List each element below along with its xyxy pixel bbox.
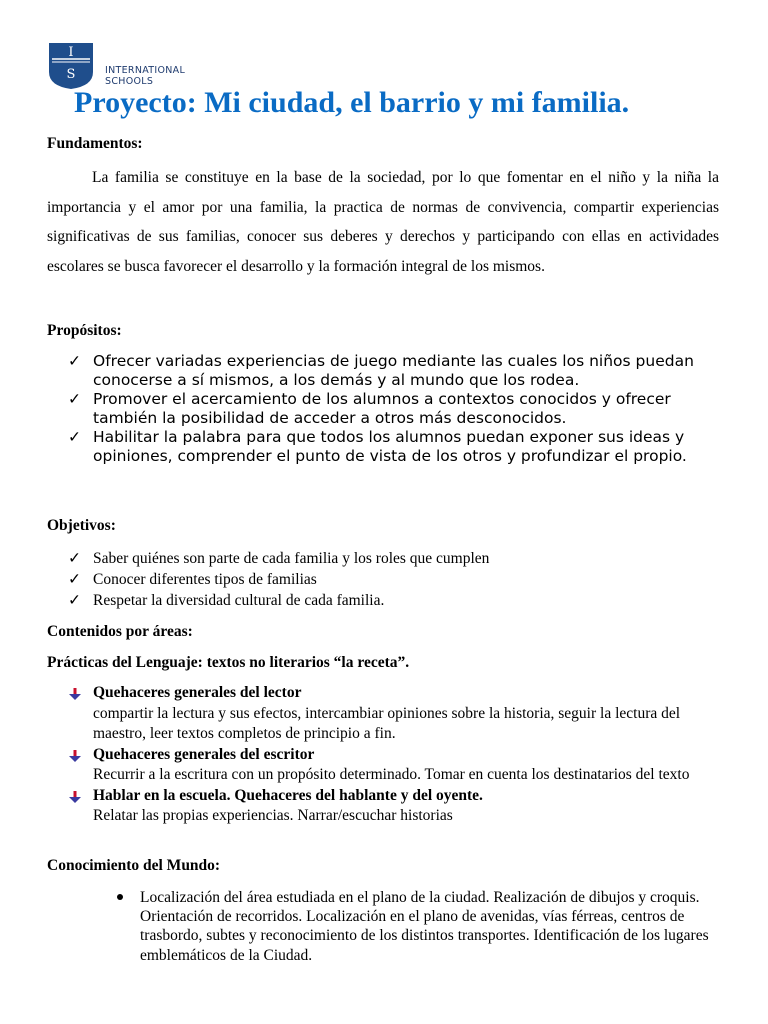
shield-logo-icon: [48, 42, 94, 90]
check-mark-icon: ✓: [68, 428, 81, 446]
logo-text: [105, 65, 185, 87]
objetivo-text: Respetar la diversidad cultural de cada familia.: [93, 592, 385, 609]
lenguaje-heading: Prácticas del Lenguaje: textos no literarios “la receta”.: [47, 654, 410, 671]
lenguaje-list: [68, 683, 728, 827]
list-item: [68, 390, 718, 428]
school-logo: [48, 42, 203, 90]
objetivos-list: [68, 548, 718, 611]
list-item: [68, 352, 718, 390]
list-item: [68, 683, 728, 745]
logo-line-2: SCHOOLS: [105, 76, 154, 87]
proposito-text: Promover el acercamiento de los alumnos a contextos conocidos y ofrecer también la posibilidad de acceder a otros más desconocidos.: [93, 390, 671, 427]
lenguaje-item-desc: Relatar las propias experiencias. Narrar/escuchar historias: [93, 807, 453, 824]
down-arrow-bullet-icon: [69, 688, 81, 700]
down-arrow-bullet-icon: [69, 750, 81, 762]
propositos-list: [68, 352, 718, 466]
logo-line-1: INTERNATIONAL: [105, 65, 186, 76]
objetivo-text: Saber quiénes son parte de cada familia y los roles que cumplen: [93, 550, 490, 567]
check-mark-icon: ✓: [68, 352, 81, 370]
fundamentos-heading: Fundamentos:: [47, 135, 143, 152]
proposito-text: Ofrecer variadas experiencias de juego mediante las cuales los niños puedan conocerse a sí mismos, a los demás y al mundo que los rodea.: [93, 352, 694, 389]
list-item: [68, 745, 728, 786]
contenidos-heading: Contenidos por áreas:: [47, 623, 193, 640]
fundamentos-paragraph: La familia se constituye en la base de la sociedad, por lo que fomentar en el niño y la niña la importancia y el amor por una familia, la practica de normas de convivencia, compartir experiencias significativas de sus familias, conocer sus deberes y derechos y participando con ellas en actividades escolares se busca favorecer el desarrollo y la formación integral de los mismos.: [47, 169, 719, 275]
proposito-text: Habilitar la palabra para que todos los alumnos puedan exponer sus ideas y opiniones, comprender el punto de vista de los otros y profundizar el propio.: [93, 428, 687, 465]
mundo-heading: Conocimiento del Mundo:: [47, 857, 221, 874]
lenguaje-item-title: Quehaceres generales del escritor: [93, 745, 315, 763]
check-mark-icon: ✓: [68, 592, 81, 609]
list-item: [68, 428, 718, 466]
list-item: [68, 548, 718, 569]
lenguaje-item-desc: compartir la lectura y sus efectos, intercambiar opiniones sobre la historia, seguir la lectura del maestro, leer textos completos de principio a fin.: [93, 704, 681, 742]
lenguaje-item-desc: Recurrir a la escritura con un propósito determinado. Tomar en cuenta los destinatarios del texto: [93, 766, 690, 783]
list-item: [115, 888, 725, 965]
logo-letter-s: S: [66, 67, 76, 82]
lenguaje-item-title: Quehaceres generales del lector: [93, 684, 302, 701]
propositos-heading: Propósitos:: [47, 322, 122, 339]
page-title: Proyecto: Mi ciudad, el barrio y mi familia.: [74, 86, 630, 119]
objetivo-text: Conocer diferentes tipos de familias: [93, 571, 317, 588]
objetivos-heading: Objetivos:: [47, 517, 116, 534]
list-item: [68, 590, 718, 611]
down-arrow-bullet-icon: [69, 791, 81, 803]
logo-letter-i: I: [68, 45, 74, 60]
check-mark-icon: ✓: [68, 390, 81, 408]
lenguaje-item-title: Hablar en la escuela. Quehaceres del hablante y del oyente.: [93, 786, 483, 804]
list-item: [68, 569, 718, 590]
check-mark-icon: ✓: [68, 571, 81, 588]
round-bullet-icon: [117, 894, 123, 900]
mundo-list: [115, 888, 725, 965]
list-item: [68, 786, 728, 827]
check-mark-icon: ✓: [68, 550, 81, 567]
mundo-text: Localización del área estudiada en el plano de la ciudad. Realización de dibujos y croquis. Orientación de recorridos. Localización en el plano de avenidas, vías férreas, centros de trasbordo, subtes y reconocimiento de los distintos transportes. Identificación de los lugares emblemáticos de la Ciudad.: [140, 889, 709, 964]
